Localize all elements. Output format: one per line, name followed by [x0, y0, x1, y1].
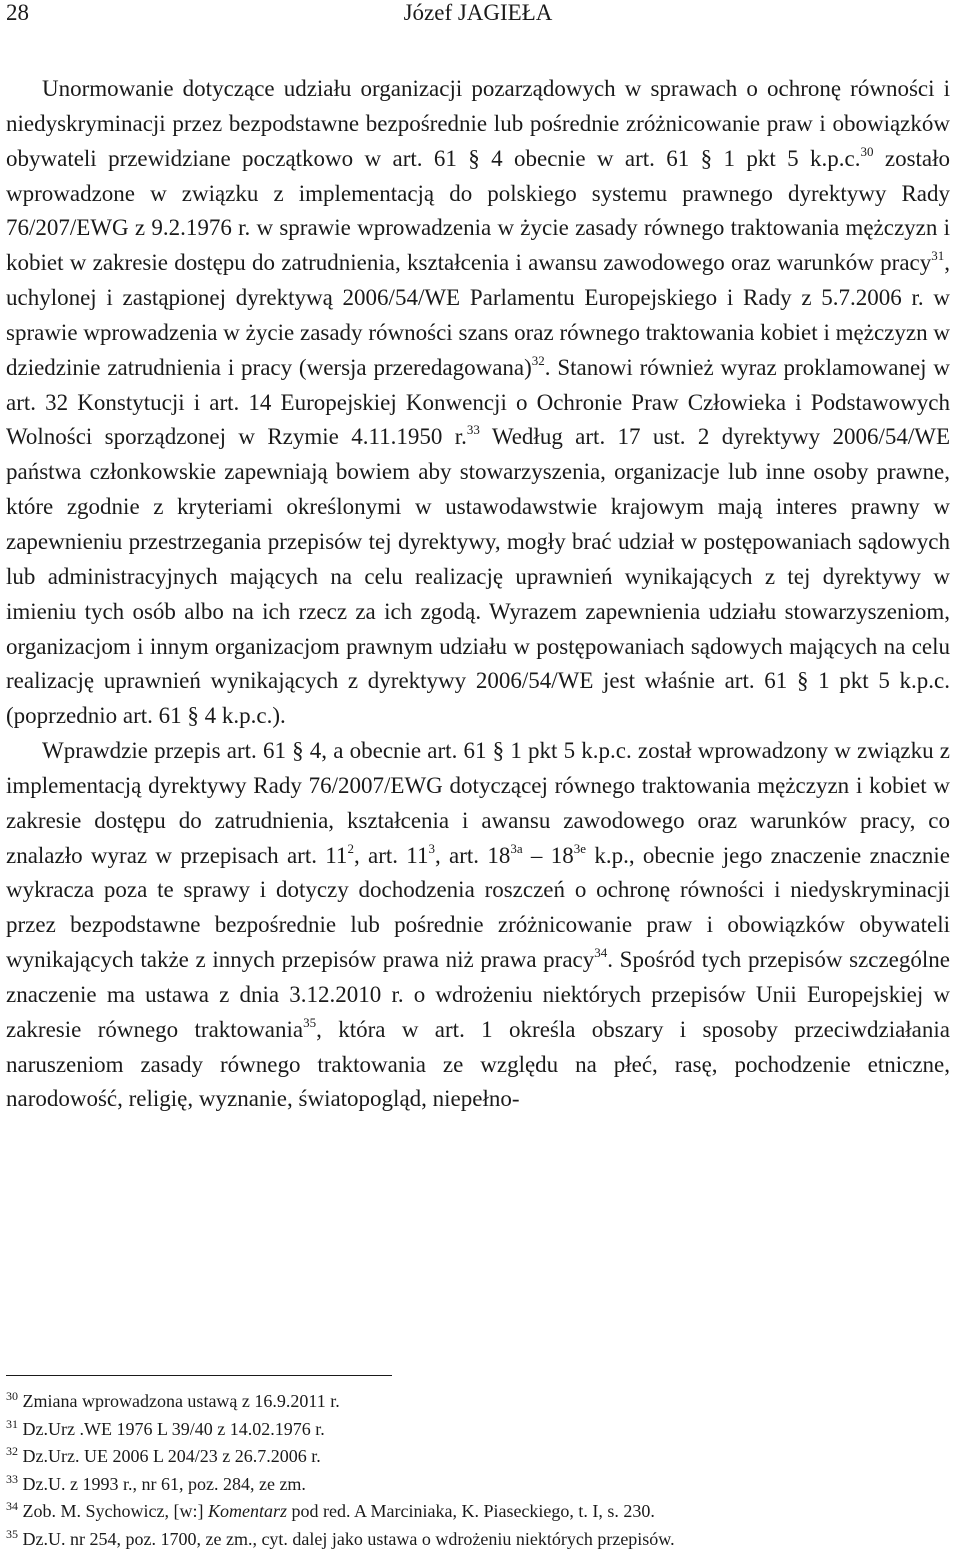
footnote-text: Dz.Urz .WE 1976 L 39/40 z 14.02.1976 r.	[22, 1418, 325, 1439]
text-run: Wprawdzie przepis art. 61 § 4, a obecnie art. 61 § 1 pkt 5 k.p.c. został wprowadzony w związku z implementacją dyrektywy Rady 76/2007/EWG dotyczącej równego traktowania mężczyzn i kobiet w zakresie dostępu do zatrudnienia, kształcenia i awansu zawodowego oraz warunków pracy, co znalazło wyraz w przepisach art. 11	[6, 738, 950, 868]
superscript: 2	[347, 840, 354, 856]
superscript: 3a	[510, 840, 523, 856]
footnote	[6, 1388, 950, 1416]
footnote	[6, 1443, 950, 1471]
text-run: , uchylonej i zastąpionej dyrektywą 2006/54/WE Parlamentu Europejskiego i Rady z 5.7.2006 r. w sprawie wprowadzenia w życie zasady równości szans oraz równego traktowania kobiet i mężczyzn w dziedzinie zatrudnienia i pracy (wersja przeredagowana)	[6, 250, 950, 380]
footnote-number: 32	[6, 1444, 18, 1459]
footnote	[6, 1526, 950, 1554]
text-run: – 18	[522, 842, 574, 868]
footnote-number: 31	[6, 1416, 18, 1431]
footnote-text: Zob. M. Sychowicz, [w:]	[22, 1501, 208, 1522]
footnote-divider	[6, 1375, 392, 1376]
text-run: Według art. 17 ust. 2 dyrektywy 2006/54/WE państwa członkowskie zapewniają bowiem aby stowarzyszenia, organizacje lub inne osoby prawne, które zgodnie z kryteriami określonymi w ustawodawstwie krajowym mają interes prawny w zapewnieniu przestrzegania przepisów tej dyrektywy, mogły brać udział w postępowaniach sądowych lub administracyjnych mających na celu realizację uprawnień wynikających z tej dyrektywy w imieniu tych osób albo na ich rzecz za ich zgodą. Wyrazem zapewnienia udziału stowarzyszeniom, organizacjom i innym organizacjom prawnym udziału w postępowaniach sądowych mających na celu realizację uprawnień wynikających z dyrektywy 2006/54/WE jest właśnie art. 61 § 1 pkt 5 k.p.c. (poprzednio art. 61 § 4 k.p.c.).	[6, 424, 951, 729]
footnote-text: pod red. A Marciniaka, K. Piaseckiego, t. I, s. 230.	[286, 1501, 655, 1522]
paragraph-1	[6, 72, 950, 734]
footnote-number: 34	[6, 1499, 18, 1514]
text-run: . Stanowi również wyraz proklamowanej w art. 32 Konstytucji i art. 14 Europejskiej Konwencji o Ochronie Praw Człowieka i Podstawowych Wolności sporządzonej w Rzymie 4.11.1950 r.	[6, 354, 950, 450]
footnote	[6, 1416, 950, 1444]
text-run: , art. 11	[353, 842, 429, 868]
text-run: , art. 18	[434, 842, 511, 868]
footnote-text: Dz.U. nr 254, poz. 1700, ze zm., cyt. dalej jako ustawa o wdrożeniu niektórych przepisów.	[22, 1528, 675, 1549]
superscript: 3	[428, 840, 435, 856]
footnote-italic-title: Komentarz	[207, 1501, 287, 1522]
footnote-ref: 35	[303, 1014, 317, 1030]
text-run: Unormowanie dotyczące udziału organizacji pozarządowych w sprawach o ochronę równości i niedyskryminacji przez bezpodstawne bezpośrednie lub pośrednie zróżnicowanie praw i obowiązków obywateli przewidziane początkowo w art. 61 § 4 obecnie w art. 61 § 1 pkt 5 k.p.c.	[6, 76, 950, 171]
footnote-number: 30	[6, 1389, 18, 1403]
footnote-text: Dz.Urz. UE 2006 L 204/23 z 26.7.2006 r.	[22, 1446, 321, 1467]
superscript: 3e	[573, 840, 587, 856]
page-header	[6, 0, 950, 32]
footnote-number: 33	[6, 1471, 18, 1486]
text-run: . Spośród tych przepisów szczególne znaczenie ma ustawa z dnia 3.12.2010 r. o wdrożeniu niektórych przepisów Unii Europejskiej w zakresie równego traktowania	[6, 947, 950, 1042]
footnote-ref: 34	[594, 945, 608, 961]
footnote-ref: 33	[466, 422, 480, 438]
main-text	[6, 72, 950, 1117]
page-number: 28	[6, 0, 29, 25]
footnote-ref: 31	[931, 248, 945, 264]
paragraph-2	[6, 734, 950, 1117]
footnote-ref: 30	[860, 143, 874, 159]
footnotes	[6, 1388, 950, 1554]
running-head-author: Józef JAGIEŁA	[403, 0, 553, 25]
footnote-number: 35	[6, 1526, 18, 1541]
text-run: zostało wprowadzone w związku z implementacją do polskiego systemu prawnego dyrektywy Rady 76/207/EWG z 9.2.1976 r. w sprawie wprowadzenia w życie zasady równego traktowania mężczyzn i kobiet w zakresie dostępu do zatrudnienia, kształcenia i awansu zawodowego oraz warunków pracy	[6, 145, 951, 276]
footnote-text: Zmiana wprowadzona ustawą z 16.9.2011 r.	[22, 1391, 340, 1411]
footnote	[6, 1498, 950, 1526]
footnote	[6, 1471, 950, 1499]
text-run: , która w art. 1 określa obszary i sposoby przeciwdziałania naruszeniom zasady równego traktowania ze względu na płeć, rasę, pochodzenie etniczne, narodowość, religię, wyznanie, światopogląd, niepełno-	[6, 1016, 950, 1112]
text-run: k.p., obecnie jego znaczenie znacznie wykracza poza te sprawy i dotyczy dochodzenia roszczeń o ochronę równości i niedyskryminacji przez bezpodstawne bezpośrednie lub pośrednie zróżnicowanie praw i obowiązków obywateli wynikających także z innych przepisów prawa niż prawa pracy	[6, 842, 951, 973]
footnote-ref: 32	[531, 352, 545, 368]
footnote-text: Dz.U. z 1993 r., nr 61, poz. 284, ze zm.	[22, 1473, 306, 1494]
